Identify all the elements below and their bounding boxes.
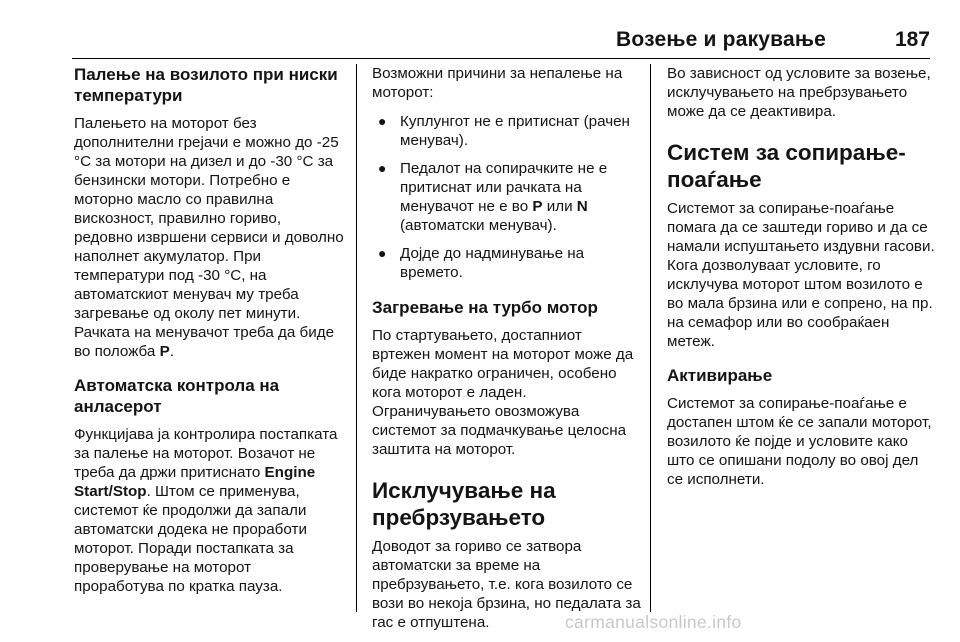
- section-title: Возење и ракување: [616, 28, 826, 51]
- bullet-icon: ●: [378, 160, 387, 176]
- bullet-icon: ●: [378, 245, 387, 261]
- heading-turbo-warmup: Загревање на турбо мотор: [372, 298, 598, 317]
- heading-overrun-cutoff: Исклучување на пребрзувањето: [372, 478, 556, 530]
- heading-activation: Активирање: [667, 366, 773, 385]
- heading-cold-start: Палење на возилото при ниски температури: [74, 65, 338, 105]
- column-2: [372, 64, 642, 632]
- page-number: 187: [894, 28, 930, 51]
- paragraph-auto-starter: Функцијава ја контролира постапката за палење на моторот. Возачот не треба да држи притиснато Engine Start/Stop. Штом се применува, системот ќе продолжи да запали автоматски додека не проработи моторот. Поради постапката за проверување на моторот проработува по кратка пауза.: [74, 426, 338, 595]
- heading-stop-start-system: Систем за сопирање-поаѓање: [667, 140, 906, 192]
- watermark: carmanualsonline.info: [565, 612, 742, 632]
- list-item: ● Педалот на сопирачките не е притиснат или рачката на менувачот не е во P или N (автоматски менувач).: [378, 160, 608, 234]
- heading-auto-starter: Автоматска контрола на анласерот: [74, 376, 280, 416]
- column-divider: [650, 64, 651, 612]
- paragraph-turbo-warmup: По стартувањето, достапниот вртежен момент на моторот може да биде накратко ограничен, особено кога моторот е ладен. Ограничувањето овозможува системот за подмачкување целосна заштита на моторот.: [372, 327, 634, 458]
- paragraph-overrun-continued: Во зависност од условите за возење, исклучувањето на пребрзувањето може да се деактивира.: [667, 65, 931, 120]
- column-divider: [356, 64, 357, 612]
- paragraph-causes-intro: Возможни причини за непалење на моторот:: [372, 65, 623, 101]
- paragraph-activation: Системот за сопирање-поаѓање е достапен штом ќе се запали моторот, возилото ќе појде и условите како што се опишани подолу во овој дел се исполнети.: [667, 395, 932, 488]
- paragraph-stop-start-system: Системот за сопирање-поаѓање помага да се заштеди гориво и да се намали испуштањето издувни гасови. Кога дозволуваат условите, го исклучува моторот штом возилото е во мала брзина или е сопрено, на пр. на семафор или во сообраќаен метеж.: [667, 200, 935, 350]
- causes-list: [372, 112, 642, 282]
- list-item: ● Дојде до надминување на времето.: [378, 245, 585, 281]
- paragraph-overrun-cutoff: Доводот за гориво се затвора автоматски за време на пребрзувањето, т.е. кога возилото се вози во некоја брзина, но педалата за гас е отпуштена.: [372, 538, 641, 631]
- page-header: [72, 22, 930, 59]
- column-1: [74, 64, 344, 596]
- bullet-icon: ●: [378, 113, 387, 129]
- column-3: [667, 64, 937, 489]
- paragraph-cold-start: Палењето на моторот без дополнителни грејачи е можно до -25 °C за мотори на дизел и до -30 °C за бензински мотори. Потребно е моторно масло со правилна вискозност, правилно гориво, редовно извршени сервиси и доволно наполнет акумулатор. При температури под -30 °C, на автоматскиот менувач му треба загревање од околу пет минути. Рачката на менувачот треба да биде во положба P.: [74, 115, 344, 360]
- list-item: ● Куплунгот не е притиснат (рачен менувач).: [378, 113, 630, 149]
